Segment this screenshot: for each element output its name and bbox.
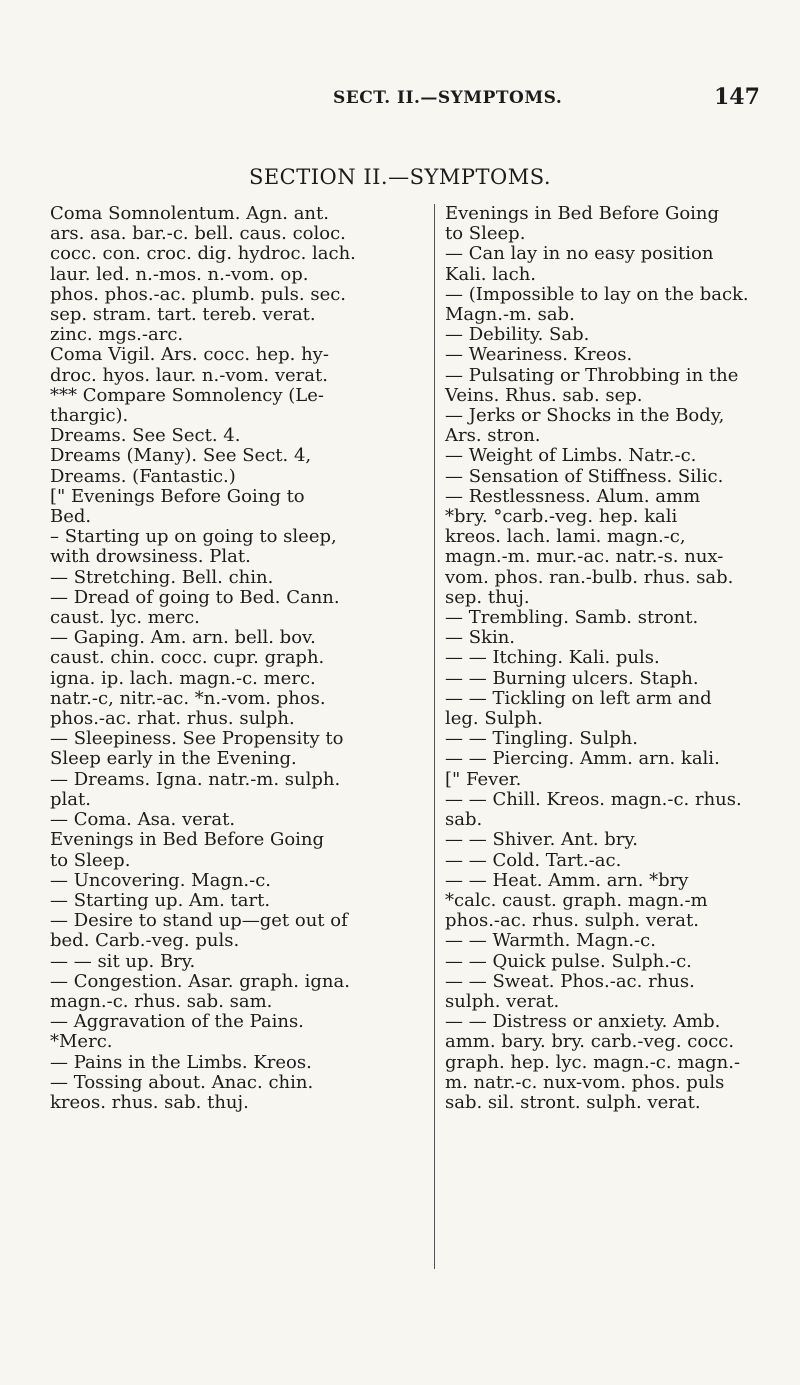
text-line: sep. thuj. (445, 586, 530, 608)
text-line: — (Impossible to lay on the back. (445, 283, 749, 305)
text-line: [" Fever. (445, 768, 522, 790)
text-line: Bed. (50, 506, 92, 528)
text-line: vom. phos. ran.-bulb. rhus. sab. (445, 566, 734, 588)
text-line: to Sleep. (445, 223, 526, 245)
text-line: — Dread of going to Bed. Cann. (50, 586, 340, 608)
text-line: Coma Somnolentum. Agn. ant. (50, 203, 329, 224)
text-line: — Sleepiness. See Propensity to (50, 728, 344, 750)
text-line: — — Burning ulcers. Staph. (445, 667, 699, 689)
text-line: — Uncovering. Magn.-c. (50, 869, 272, 891)
text-line: — Congestion. Asar. graph. igna. (50, 970, 350, 992)
text-line: thargic). (50, 405, 129, 427)
text-line: — Coma. Asa. verat. (50, 809, 236, 831)
page-header (0, 84, 800, 118)
text-line: *** Compare Somnolency (Le- (50, 384, 324, 406)
text-line: — Skin. (445, 627, 516, 649)
page-number: 147 (714, 84, 760, 110)
text-line: laur. led. n.-mos. n.-vom. op. (50, 263, 309, 285)
text-line: amm. bary. bry. carb.-veg. cocc. (445, 1031, 735, 1053)
text-line: natr.-c, nitr.-ac. *n.-vom. phos. (50, 687, 326, 709)
text-line: phos.-ac. rhat. rhus. sulph. (50, 708, 295, 730)
text-line: — — Piercing. Amm. arn. kali. (445, 748, 720, 770)
text-line: Dreams. See Sect. 4. (50, 425, 241, 447)
text-line: Magn.-m. sab. (445, 304, 575, 326)
text-line: Evenings in Bed Before Going (445, 203, 720, 224)
text-line: — Tossing about. Anac. chin. (50, 1071, 314, 1093)
text-line: — — Sweat. Phos.-ac. rhus. (445, 970, 695, 992)
text-line: kreos. rhus. sab. thuj. (50, 1091, 249, 1113)
text-line: — — Chill. Kreos. magn.-c. rhus. (445, 788, 742, 810)
text-line: — Stretching. Bell. chin. (50, 566, 274, 588)
text-line: – Starting up on going to sleep, (50, 526, 337, 548)
text-line: — Dreams. Igna. natr.-m. sulph. (50, 768, 341, 790)
text-line: kreos. lach. lami. magn.-c, (445, 526, 686, 548)
column-divider (434, 204, 435, 1269)
text-line: — — Tickling on left arm and (445, 687, 712, 709)
text-line: — Sensation of Stiffness. Silic. (445, 465, 724, 487)
text-line: — Debility. Sab. (445, 324, 590, 346)
text-line: — Desire to stand up—get out of (50, 910, 348, 932)
text-line: magn.-m. mur.-ac. natr.-s. nux- (445, 546, 724, 568)
text-line: bed. Carb.-veg. puls. (50, 930, 240, 952)
text-line: — Jerks or Shocks in the Body, (445, 405, 725, 427)
text-line: plat. (50, 788, 91, 810)
text-line: — Restlessness. Alum. amm (445, 485, 701, 507)
text-line: cocc. con. croc. dig. hydroc. lach. (50, 243, 356, 265)
text-line: leg. Sulph. (445, 708, 543, 730)
running-title: SECT. II.—SYMPTOMS. (333, 88, 563, 108)
text-line: Ars. stron. (445, 425, 541, 447)
text-line: *bry. °carb.-veg. hep. kali (445, 506, 678, 528)
text-line: — Weariness. Kreos. (445, 344, 633, 366)
text-line: Kali. lach. (445, 263, 537, 285)
text-line: — — Shiver. Ant. bry. (445, 829, 638, 851)
text-line: m. natr.-c. nux-vom. phos. puls (445, 1071, 725, 1093)
text-line: caust. lyc. merc. (50, 607, 200, 629)
text-line: — — Tingling. Sulph. (445, 728, 638, 750)
text-line: droc. hyos. laur. n.-vom. verat. (50, 364, 328, 386)
text-line: magn.-c. rhus. sab. sam. (50, 990, 273, 1012)
text-line: Sleep early in the Evening. (50, 748, 297, 770)
text-line: — Can lay in no easy position (445, 243, 714, 265)
text-line: — — sit up. Bry. (50, 950, 196, 972)
text-line: ars. asa. bar.-c. bell. caus. coloc. (50, 223, 346, 245)
text-line: — Pulsating or Throbbing in the (445, 364, 739, 386)
text-line: to Sleep. (50, 849, 131, 871)
text-line: — — Cold. Tart.-ac. (445, 849, 622, 871)
text-line: zinc. mgs.-arc. (50, 324, 184, 346)
text-line: — Aggravation of the Pains. (50, 1011, 304, 1033)
left-column (50, 204, 425, 1113)
text-line: with drowsiness. Plat. (50, 546, 251, 568)
text-line: igna. ip. lach. magn.-c. merc. (50, 667, 316, 689)
text-line: — — Quick pulse. Sulph.-c. (445, 950, 692, 972)
text-line: graph. hep. lyc. magn.-c. magn.- (445, 1051, 741, 1073)
text-line: — — Itching. Kali. puls. (445, 647, 660, 669)
text-line: Dreams (Many). See Sect. 4, (50, 445, 312, 467)
text-line: phos. phos.-ac. plumb. puls. sec. (50, 283, 347, 305)
text-line: [" Evenings Before Going to (50, 485, 305, 507)
text-line: — Weight of Limbs. Natr.-c. (445, 445, 697, 467)
text-line: — Trembling. Samb. stront. (445, 607, 699, 629)
text-line: sulph. verat. (445, 990, 560, 1012)
text-line: sab. (445, 809, 483, 831)
right-column (445, 204, 800, 1113)
text-line: Evenings in Bed Before Going (50, 829, 325, 851)
text-line: Veins. Rhus. sab. sep. (445, 384, 643, 406)
text-line: — Pains in the Limbs. Kreos. (50, 1051, 312, 1073)
text-line: — — Warmth. Magn.-c. (445, 930, 656, 952)
text-line: — — Heat. Amm. arn. *bry (445, 869, 689, 891)
text-line: — Gaping. Am. arn. bell. bov. (50, 627, 316, 649)
text-line: Dreams. (Fantastic.) (50, 465, 236, 487)
text-line: *calc. caust. graph. magn.-m (445, 889, 708, 911)
text-line: *Merc. (50, 1031, 113, 1053)
text-line: phos.-ac. rhus. sulph. verat. (445, 910, 699, 932)
text-line: — — Distress or anxiety. Amb. (445, 1011, 721, 1033)
text-line: sep. stram. tart. tereb. verat. (50, 304, 316, 326)
text-line: sab. sil. stront. sulph. verat. (445, 1091, 701, 1113)
text-line: caust. chin. cocc. cupr. graph. (50, 647, 325, 669)
text-line: Coma Vigil. Ars. cocc. hep. hy- (50, 344, 329, 366)
section-title: SECTION II.—SYMPTOMS. (248, 165, 552, 189)
text-line: — Starting up. Am. tart. (50, 889, 271, 911)
